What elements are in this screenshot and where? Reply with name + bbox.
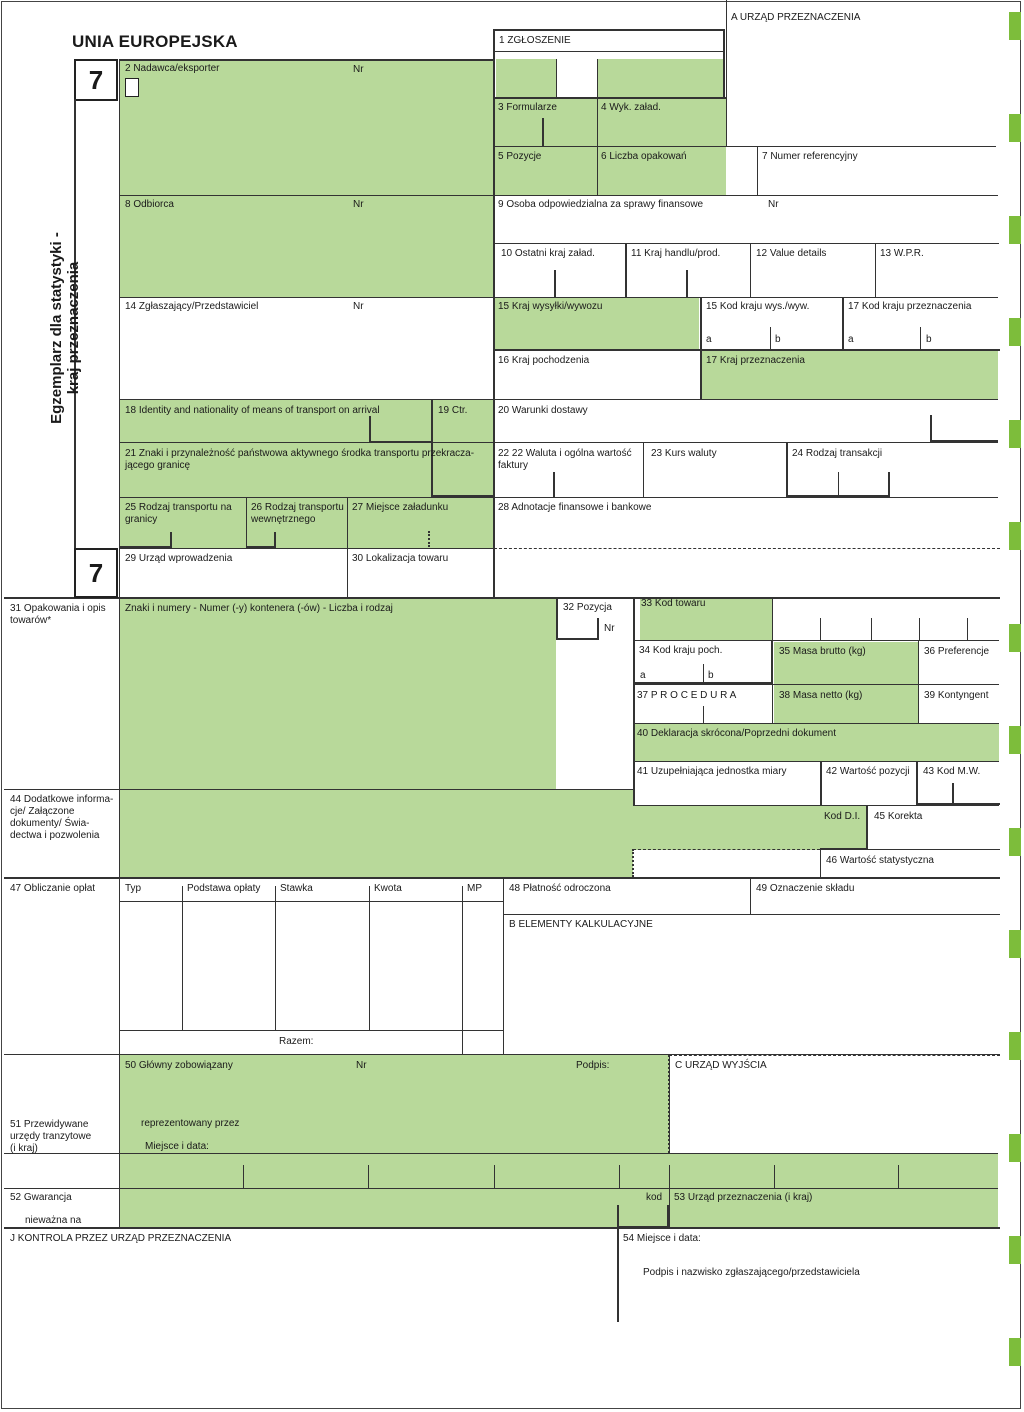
vline <box>770 327 771 349</box>
vline <box>597 59 598 97</box>
field-label-49: 49 Oznaczenie składu <box>756 883 855 894</box>
edge-tab <box>1009 726 1021 754</box>
vline <box>493 29 495 598</box>
dashed-line <box>633 849 820 850</box>
vline <box>820 849 821 877</box>
vline <box>643 442 644 497</box>
vline <box>554 270 556 297</box>
field-label-1: 1 ZGŁOSZENIE <box>499 35 571 46</box>
vline <box>871 618 872 640</box>
field-label-17: 17 Kraj przeznaczenia <box>706 355 805 366</box>
edge-tab <box>1009 624 1021 652</box>
edge-tab <box>1009 1236 1021 1264</box>
field-declaration-b[interactable] <box>598 59 723 97</box>
vline <box>619 1165 620 1188</box>
field-label-16: 16 Kraj pochodzenia <box>498 355 590 366</box>
form-title: UNIA EUROPEJSKA <box>72 32 238 51</box>
field-label-10: 10 Ostatni kraj załad. <box>501 248 595 259</box>
vline <box>842 297 844 351</box>
field-label-39: 39 Kontyngent <box>924 690 989 701</box>
field-label-47pod: Podstawa opłaty <box>187 883 261 894</box>
field-label-7: 7 Numer referencyjny <box>762 151 858 162</box>
field-label-47: 47 Obliczanie opłat <box>10 883 96 894</box>
field-label-53: 53 Urząd przeznaczenia (i kraj) <box>674 1192 813 1203</box>
field-label-35: 35 Masa brutto (kg) <box>779 646 866 657</box>
dotted-line <box>668 1055 670 1153</box>
field-label-47kw: Kwota <box>374 883 402 894</box>
hline <box>494 349 1000 351</box>
field-label-41: 41 Uzupełniająca jednostka miary <box>637 766 787 777</box>
vline <box>898 1165 899 1188</box>
field-label-17b: b <box>926 334 932 345</box>
hline <box>120 548 493 549</box>
hline <box>120 399 998 400</box>
field-label-45: 45 Korekta <box>874 811 923 822</box>
field-label-43: 43 Kod M.W. <box>923 766 981 777</box>
field-label-26: 26 Rodzaj transportu wewnętrznego <box>251 502 344 525</box>
copy-number-bottom: 7 <box>74 548 118 598</box>
hline <box>930 440 998 442</box>
field-label-54p: Podpis i nazwisko zgłaszającego/przedstawiciela <box>643 1267 860 1278</box>
field-label-11: 11 Kraj handlu/prod. <box>631 248 721 259</box>
field-label-13: 13 W.P.R. <box>880 248 924 259</box>
hline <box>633 684 999 685</box>
vline <box>243 1165 244 1188</box>
hline <box>633 761 999 762</box>
vline <box>462 886 463 1054</box>
field-label-A: A URZĄD PRZEZNACZENIA <box>731 12 861 23</box>
field-label-29: 29 Urząd wprowadzenia <box>125 553 233 564</box>
vline <box>967 618 968 640</box>
field-label-47mp: MP <box>467 883 482 894</box>
field-goods-description[interactable] <box>120 598 556 790</box>
edge-tab <box>1009 216 1021 244</box>
field-label-15a: a <box>706 334 712 345</box>
hline <box>916 803 1000 805</box>
hline <box>4 877 1000 879</box>
field-label-52: 52 Gwarancja <box>10 1192 72 1203</box>
vline <box>723 29 725 97</box>
vline <box>918 640 919 724</box>
checkbox-square[interactable] <box>125 78 139 97</box>
field-label-15k: 15 Kod kraju wys./wyw. <box>706 301 810 312</box>
field-label-22: 22 22 Waluta i ogólna wartość faktury <box>498 448 632 471</box>
field-label-42: 42 Wartość pozycji <box>826 766 910 777</box>
vline <box>771 640 773 684</box>
field-label-23: 23 Kurs waluty <box>651 448 717 459</box>
vline <box>667 1205 669 1228</box>
dotted-line <box>632 849 634 877</box>
field-label-4: 4 Wyk. załad. <box>601 102 661 113</box>
field-label-30: 30 Lokalizacja towaru <box>352 553 449 564</box>
field-additional-info[interactable] <box>120 790 633 878</box>
hline <box>120 497 998 498</box>
edge-tab <box>1009 1032 1021 1060</box>
field-sender-consignee[interactable] <box>120 59 493 297</box>
vline <box>633 598 635 806</box>
field-label-46: 46 Wartość statystyczna <box>826 855 934 866</box>
hline <box>4 789 633 790</box>
hline <box>504 914 1000 915</box>
dashed-line <box>494 548 1000 549</box>
field-label-37: 37 P R O C E D U R A <box>637 690 737 701</box>
field-label-8: 8 Odbiorca <box>125 199 174 210</box>
edge-tab <box>1009 522 1021 550</box>
vline <box>750 243 751 297</box>
field-label-8nr: Nr <box>353 199 364 210</box>
vline <box>542 118 544 146</box>
vline <box>952 783 954 805</box>
field-label-6: 6 Liczba opakowań <box>601 151 687 162</box>
field-label-2: 2 Nadawca/eksporter <box>125 63 220 74</box>
hline <box>633 723 999 724</box>
hline <box>431 495 493 497</box>
field-label-48: 48 Płatność odroczona <box>509 883 611 894</box>
vline <box>597 97 598 195</box>
vline <box>617 1205 619 1322</box>
hline <box>4 1188 998 1189</box>
field-label-44k: Kod D.I. <box>824 811 861 822</box>
hline <box>494 29 724 31</box>
field-label-17k: 17 Kod kraju przeznaczenia <box>848 301 972 312</box>
hline <box>120 195 998 196</box>
vline <box>726 0 727 146</box>
vline <box>920 327 921 349</box>
vline <box>820 761 822 805</box>
hline <box>246 546 276 548</box>
field-label-52k: kod <box>646 1192 663 1203</box>
field-label-51: 51 Przewidywane urzędy tranzytowe (i kraj) <box>10 1119 92 1154</box>
field-label-15: 15 Kraj wysyłki/wywozu <box>498 301 603 312</box>
field-label-50p: Podpis: <box>576 1060 610 1071</box>
field-label-27: 27 Miejsce załadunku <box>352 502 449 513</box>
field-transit-offices[interactable] <box>120 1153 998 1189</box>
field-label-34a: a <box>640 670 646 681</box>
vline <box>919 618 920 640</box>
edge-tab <box>1009 930 1021 958</box>
vline <box>625 243 627 297</box>
copy-label-vertical: Egzemplarz dla statystyki - kraj przeznaczenia <box>48 232 82 424</box>
vline <box>930 415 932 442</box>
vline <box>786 442 788 497</box>
vline <box>875 243 876 297</box>
vline <box>669 1165 670 1227</box>
field-label-40: 40 Deklaracja skrócona/Poprzedni dokument <box>637 728 836 739</box>
hline <box>494 51 724 52</box>
vline <box>774 1165 775 1188</box>
hline <box>556 638 599 640</box>
field-label-C: C URZĄD WYJŚCIA <box>675 1060 767 1071</box>
field-label-50m: Miejsce i data: <box>145 1141 209 1152</box>
edge-tab <box>1009 114 1021 142</box>
hline <box>120 901 504 902</box>
field-label-52n: nieważna na <box>25 1215 82 1226</box>
field-label-34: 34 Kod kraju poch. <box>639 645 723 656</box>
field-label-razem: Razem: <box>279 1036 314 1047</box>
vline <box>369 886 370 1030</box>
field-label-21: 21 Znaki i przynależność państwowa aktywnego środka transportu przekracza- jącego granicę <box>125 448 475 471</box>
hline <box>633 805 999 806</box>
edge-tab <box>1009 420 1021 448</box>
hline <box>494 97 726 99</box>
vline <box>757 146 758 195</box>
field-label-9: 9 Osoba odpowiedzialna za sprawy finansowe <box>498 199 704 210</box>
vline <box>431 472 433 497</box>
field-label-J: J KONTROLA PRZEZ URZĄD PRZEZNACZENIA <box>10 1233 232 1244</box>
hline <box>633 640 999 641</box>
vline <box>888 472 890 497</box>
field-label-9nr: Nr <box>768 199 779 210</box>
dashed-line <box>669 1055 1000 1056</box>
field-label-31: 31 Opakowania i opis towarów* <box>10 603 106 626</box>
vline <box>503 878 504 1054</box>
field-label-50nr: Nr <box>356 1060 367 1071</box>
hline <box>4 1153 998 1154</box>
field-label-38: 38 Masa netto (kg) <box>779 690 863 701</box>
vline <box>275 886 276 1030</box>
edge-tab <box>1009 318 1021 346</box>
edge-tab <box>1009 1134 1021 1162</box>
hline <box>120 297 998 298</box>
vline <box>703 664 704 684</box>
vline <box>369 416 371 442</box>
field-label-19: 19 Ctr. <box>438 405 468 416</box>
field-label-33: 33 Kod towaru <box>641 598 706 609</box>
field-label-12: 12 Value details <box>756 248 827 259</box>
vline <box>556 598 558 640</box>
dotted-line <box>428 531 430 547</box>
field-label-32nr: Nr <box>604 623 615 634</box>
vline <box>838 472 839 497</box>
vline <box>246 497 247 548</box>
field-label-47st: Stawka <box>280 883 313 894</box>
vline <box>556 59 557 97</box>
field-label-14nr: Nr <box>353 301 364 312</box>
field-label-3: 3 Formularze <box>498 102 557 113</box>
vline <box>347 497 348 598</box>
vline <box>703 706 704 723</box>
field-label-25: 25 Rodzaj transportu na granicy <box>125 502 232 525</box>
edge-tab <box>1009 12 1021 40</box>
field-label-47typ: Typ <box>125 883 142 894</box>
hline <box>120 59 493 61</box>
field-label-24: 24 Rodzaj transakcji <box>792 448 883 459</box>
copy-number-top: 7 <box>74 59 118 101</box>
vline <box>750 878 751 914</box>
hline <box>120 546 172 548</box>
vline <box>686 270 688 297</box>
vline <box>119 59 120 1227</box>
hline <box>120 1030 504 1031</box>
hline <box>820 848 868 850</box>
hline <box>120 442 998 443</box>
hline <box>494 146 996 147</box>
field-label-36: 36 Preferencje <box>924 646 990 657</box>
vline <box>916 761 918 805</box>
field-label-20: 20 Warunki dostawy <box>498 405 588 416</box>
field-label-50r: reprezentowany przez <box>141 1118 240 1129</box>
field-label-18: 18 Identity and nationality of means of transport on arrival <box>125 405 380 416</box>
field-label-5: 5 Pozycje <box>498 151 542 162</box>
field-label-14: 14 Zgłaszający/Przedstawiciel <box>125 301 259 312</box>
field-label-B: B ELEMENTY KALKULACYJNE <box>509 919 653 930</box>
vline <box>553 472 555 497</box>
hline <box>4 597 1000 599</box>
field-label-17a: a <box>848 334 854 345</box>
field-label-50: 50 Główny zobowiązany <box>125 1060 233 1071</box>
vline <box>866 805 868 850</box>
field-label-28: 28 Adnotacje finansowe i bankowe <box>498 502 652 513</box>
vline <box>182 886 183 1030</box>
field-label-34b: b <box>708 670 714 681</box>
field-label-15b: b <box>775 334 781 345</box>
field-declaration-a[interactable] <box>496 59 556 97</box>
field-label-54: 54 Miejsce i data: <box>623 1233 701 1244</box>
vline <box>700 297 702 399</box>
field-label-44: 44 Dodatkowe informa- cje/ Załączone dokumenty/ Świa- dectwa i pozwolenia <box>10 794 114 841</box>
hline <box>4 1227 1000 1229</box>
hline <box>617 1226 669 1228</box>
edge-tab <box>1009 1338 1021 1366</box>
vline <box>820 618 821 640</box>
field-label-32: 32 Pozycja <box>563 602 612 613</box>
hline <box>369 441 431 443</box>
field-label-2nr: Nr <box>353 64 364 75</box>
vline <box>597 618 599 640</box>
field-guarantee[interactable] <box>120 1189 998 1227</box>
vline <box>368 1165 369 1188</box>
edge-tab <box>1009 828 1021 856</box>
hline <box>494 243 999 244</box>
vline <box>494 1165 495 1188</box>
field-label-31m: Znaki i numery - Numer (-y) kontenera (-ów) - Liczba i rodzaj <box>125 603 393 614</box>
